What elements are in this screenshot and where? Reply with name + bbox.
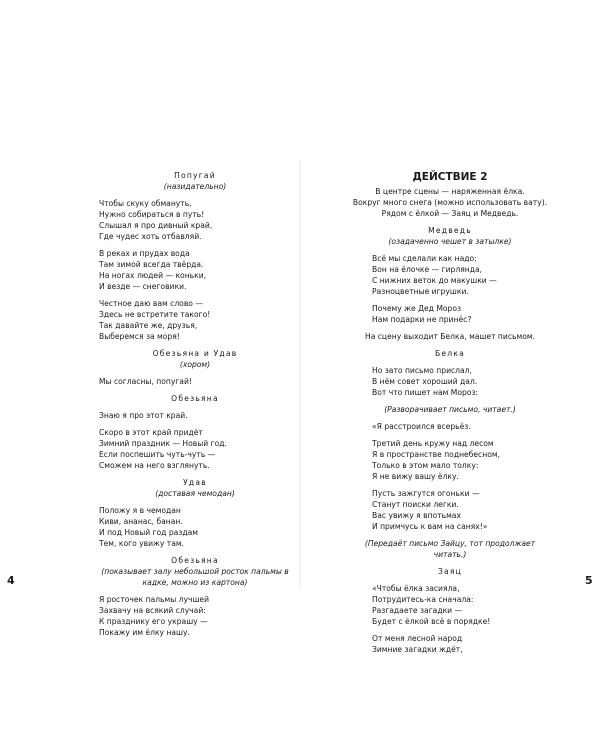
- stage-direction: (Передаёт письмо Зайцу, тот продолжает читать.): [364, 539, 536, 559]
- verse-stanza: [350, 253, 550, 297]
- verse-line: Слышал я про дивный край,: [99, 221, 213, 230]
- verse-line: Будет с ёлкой всё в порядке!: [372, 617, 491, 626]
- verse-line: Разноцветные игрушки.: [372, 287, 469, 296]
- verse-stanza: [95, 376, 295, 387]
- verse-line: И под Новый год раздам: [99, 528, 198, 537]
- character-name: Попугай: [174, 171, 216, 180]
- verse-stanza: [95, 198, 295, 242]
- verse-line: Зимний праздник — Новый год.: [99, 439, 227, 448]
- verse-stanza: [95, 410, 295, 421]
- character-name: Удав: [183, 478, 207, 487]
- verse-line: Покажу им ёлку нашу.: [99, 628, 190, 637]
- verse-line: Скоро в этот край придёт: [99, 428, 203, 437]
- verse-line: Выберемся за моря!: [99, 332, 180, 341]
- stage-intro: [350, 186, 550, 219]
- verse-stanza: [350, 365, 550, 398]
- verse-line: На ногах людей — коньки,: [99, 271, 207, 280]
- verse-line: Почему же Дед Мороз: [372, 304, 462, 313]
- page-number-left: 4: [7, 574, 15, 587]
- right-page-body: [350, 225, 550, 655]
- verse-line: В реках и прудах вода: [99, 249, 190, 258]
- verse-line: Мы согласны, попугай!: [99, 377, 192, 386]
- verse-stanza: [95, 427, 295, 471]
- verse-stanza: [350, 583, 550, 627]
- character-name: Обезьяна и Удав: [152, 349, 238, 358]
- verse-line: Я не вижу вашу ёлку.: [372, 472, 459, 481]
- verse-stanza: [350, 488, 550, 532]
- verse-line: Нам подарки не принёс?: [372, 315, 472, 324]
- verse-stanza: [350, 303, 550, 325]
- verse-line: К празднику его украшу —: [99, 617, 208, 626]
- stage-direction: (доставая чемодан): [155, 489, 235, 498]
- verse-line: Всё мы сделали как надо:: [372, 254, 477, 263]
- character-name: Заяц: [437, 567, 463, 576]
- verse-line: И везде — снеговики.: [99, 282, 187, 291]
- verse-stanza: [95, 298, 295, 342]
- verse-line: Зимние загадки ждёт,: [372, 645, 463, 654]
- verse-line: Вот что пишет нам Мороз:: [372, 388, 479, 397]
- page-number-right: 5: [585, 574, 593, 587]
- book-gutter: [299, 160, 301, 590]
- verse-line: Так давайте же, друзья,: [99, 321, 198, 330]
- right-page: [350, 170, 550, 661]
- stage-direction: (показывает залу небольшой росток пальмы в кадке, можно из картона): [101, 567, 289, 587]
- act-title: ДЕЙСТВИЕ 2: [412, 171, 488, 183]
- verse-stanza: [350, 421, 550, 432]
- stage-intro-line: В центре сцены — наряженная ёлка.: [375, 187, 525, 196]
- verse-line: Нужно собираться в путь!: [99, 210, 205, 219]
- stage-intro-line: Вокруг много снега (можно использовать вату).: [352, 198, 548, 207]
- verse-line: Чтобы скуку обмануть,: [99, 199, 192, 208]
- verse-line: Но зато письмо прислал,: [372, 366, 472, 375]
- verse-line: Знаю я про этот край.: [99, 411, 188, 420]
- verse-line: Вон на ёлочке — гирлянда,: [372, 265, 483, 274]
- verse-line: Пусть зажгутся огоньки —: [372, 489, 480, 498]
- verse-line: Тем, кого увижу там.: [99, 539, 185, 548]
- stage-direction: (озадаченно чешет в затылке): [388, 237, 512, 246]
- verse-line: Только в этом мало толку:: [372, 461, 479, 470]
- verse-line: Сможем на него взглянуть.: [99, 461, 210, 470]
- verse-line: И примчусь к вам на санях!»: [372, 522, 488, 531]
- stage-direction: (Разворачивает письмо, читает.): [384, 405, 516, 414]
- verse-line: Третий день кружу над лесом: [372, 439, 494, 448]
- left-page: [95, 170, 295, 644]
- stage-direction: (назидательно): [163, 182, 227, 191]
- verse-line: Где чудес хоть отбавляй.: [99, 232, 202, 241]
- character-name: Медведь: [428, 226, 472, 235]
- verse-line: Вас увижу я впотьмах: [372, 511, 461, 520]
- verse-line: С нижних веток до макушки —: [372, 276, 497, 285]
- verse-stanza: [350, 633, 550, 655]
- character-name: Обезьяна: [171, 394, 219, 403]
- verse-stanza: [95, 248, 295, 292]
- verse-line: Киви, ананас, банан.: [99, 517, 183, 526]
- verse-line: Разгадаете загадки —: [372, 606, 463, 615]
- verse-line: «Я расстроился всерьёз.: [372, 422, 471, 431]
- verse-line: В нём совет хороший дал.: [372, 377, 478, 386]
- verse-line: Станут поиски легки.: [372, 500, 459, 509]
- stage-note: На сцену выходит Белка, машет письмом.: [364, 332, 535, 341]
- verse-line: Захвачу на всякий случай:: [99, 606, 206, 615]
- verse-line: «Чтобы ёлка засияла,: [372, 584, 460, 593]
- verse-line: Потрудитесь-ка сначала:: [372, 595, 474, 604]
- verse-stanza: [95, 505, 295, 549]
- stage-direction: (хором): [179, 360, 211, 369]
- character-name: Обезьяна: [171, 556, 219, 565]
- verse-line: От меня лесной народ: [372, 634, 463, 643]
- verse-line: Если поспешить чуть-чуть —: [99, 450, 216, 459]
- verse-line: Здесь не встретите такого!: [99, 310, 211, 319]
- verse-stanza: [350, 438, 550, 482]
- character-name: Белка: [435, 349, 465, 358]
- stage-intro-line: Рядом с ёлкой — Заяц и Медведь.: [381, 209, 519, 218]
- verse-stanza: [95, 594, 295, 638]
- verse-line: Я росточек пальмы лучшей: [99, 595, 210, 604]
- verse-line: Положу я в чемодан: [99, 506, 181, 515]
- verse-line: Там зимой всегда твёрда.: [99, 260, 204, 269]
- verse-line: Я в пространстве поднебесном,: [372, 450, 500, 459]
- verse-line: Честное даю вам слово —: [99, 299, 203, 308]
